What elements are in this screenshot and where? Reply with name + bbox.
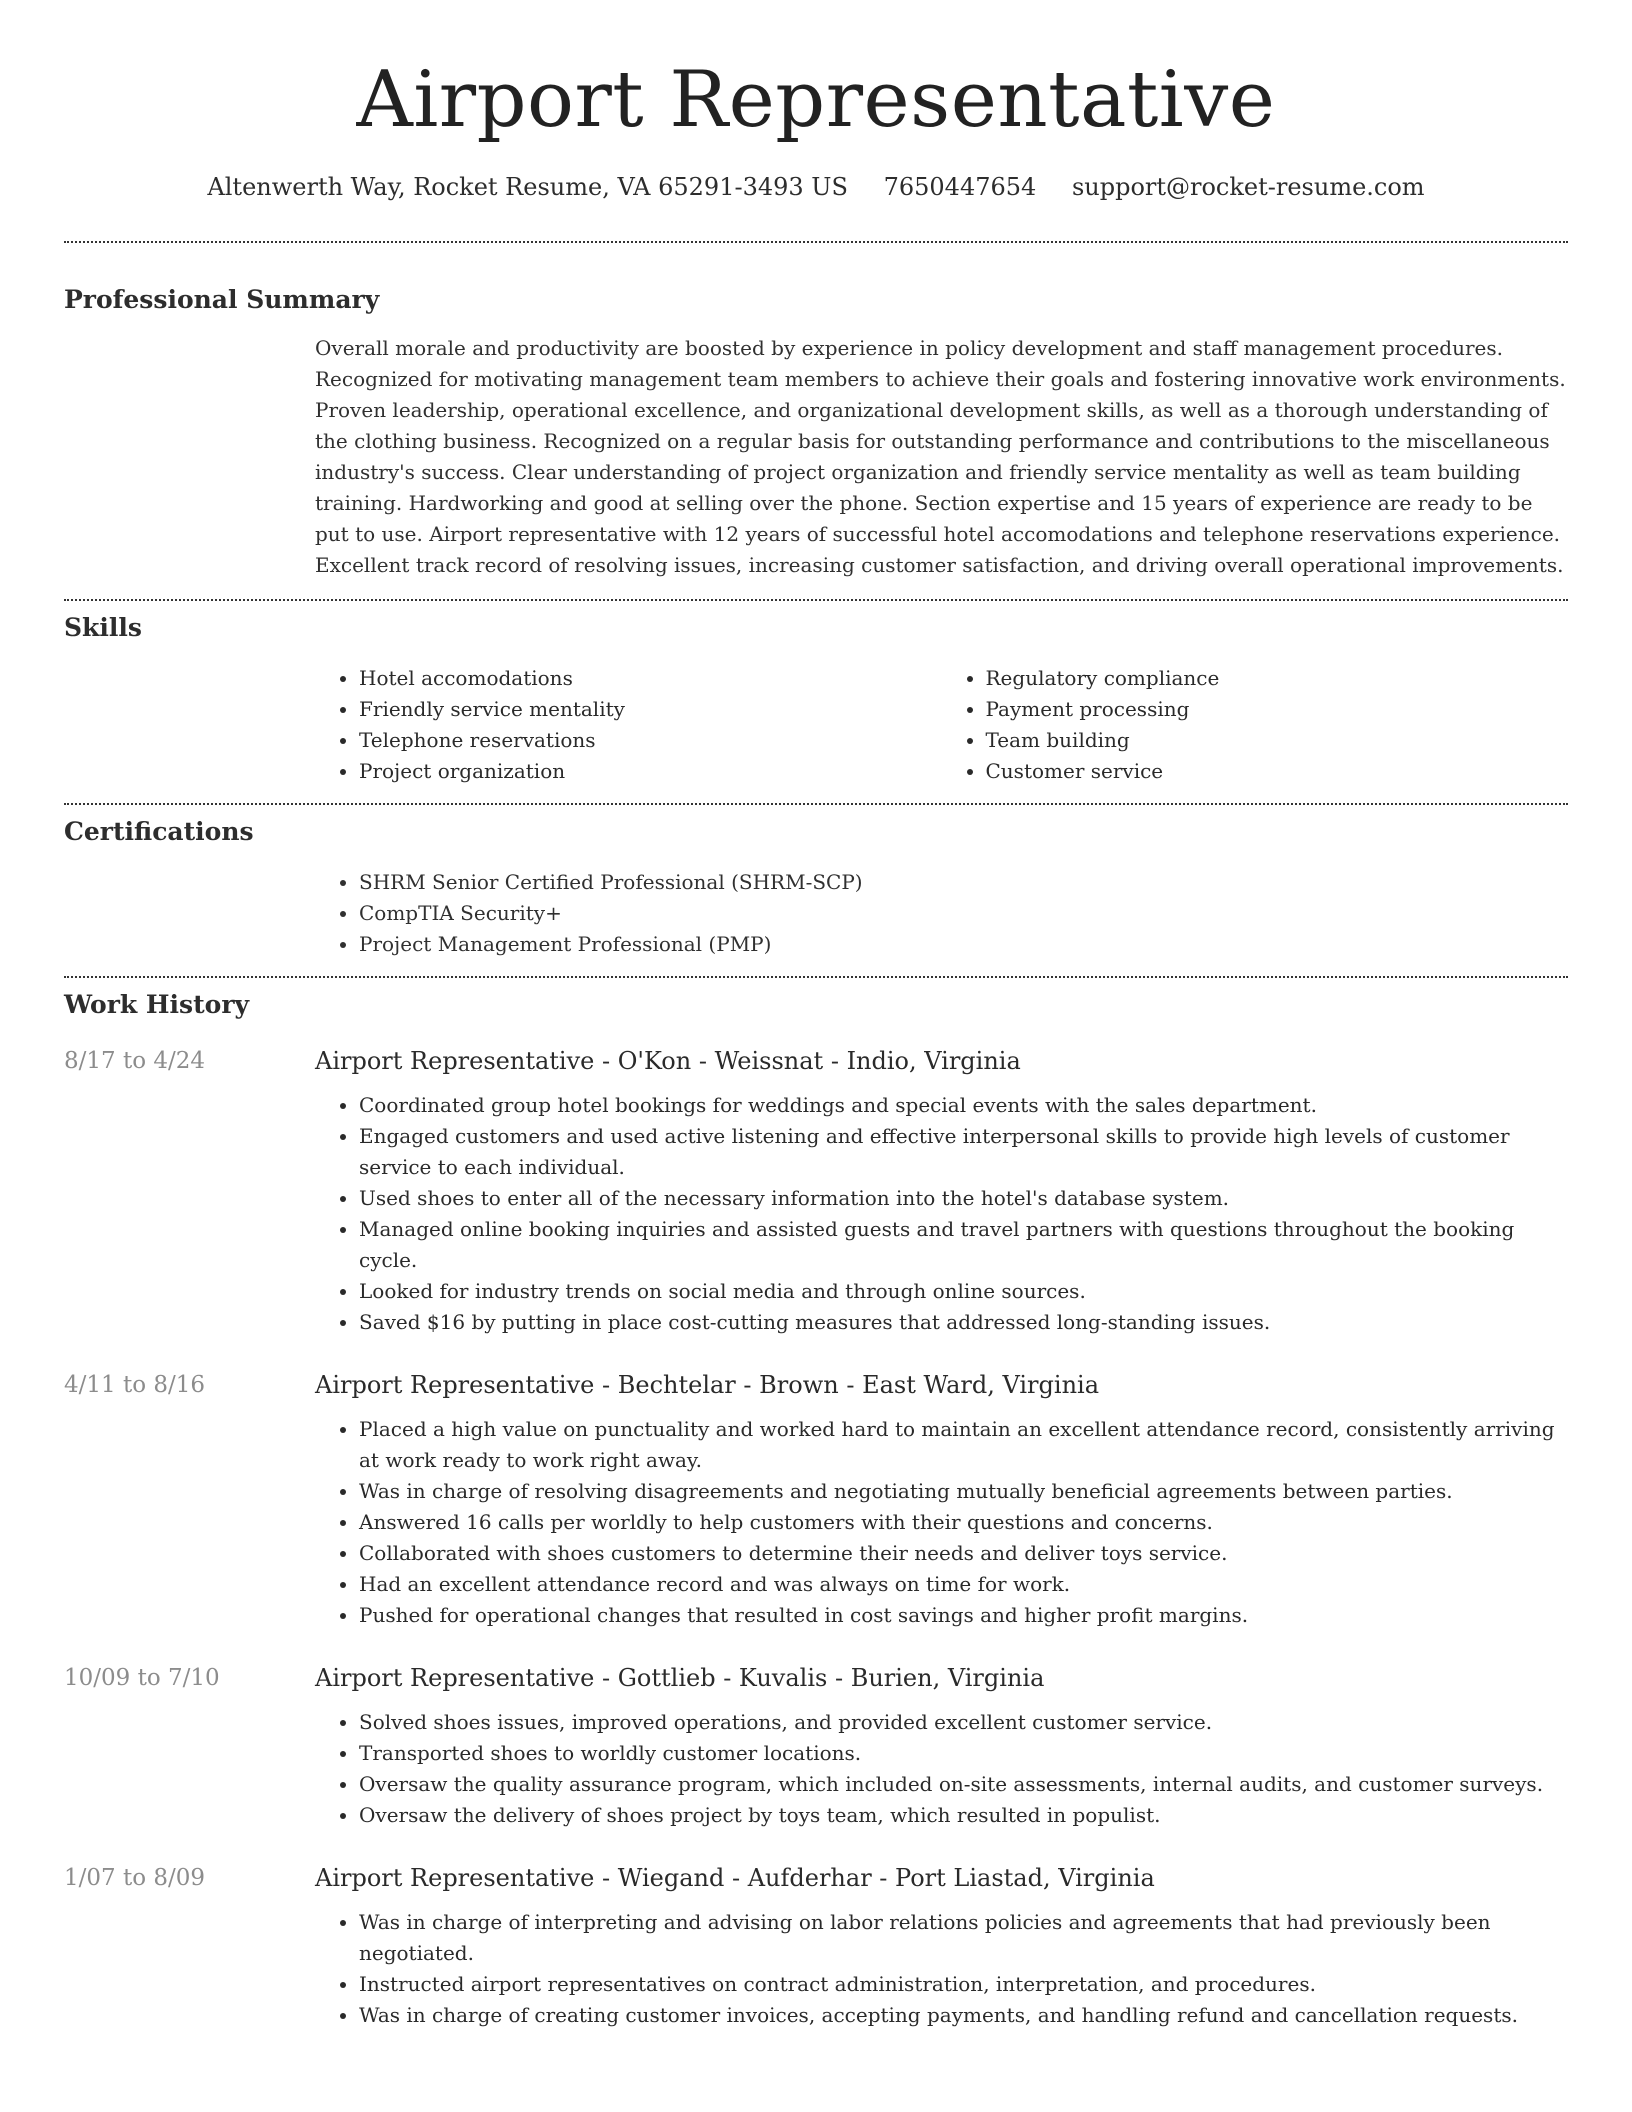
skills-grid (315, 663, 1568, 787)
job-details (315, 1368, 1568, 1631)
job-bullet: • Was in charge of interpreting and advising on labor relations policies and agreements that had previously been negotiated. (359, 1907, 1568, 1969)
skill-item: • Regulatory compliance (986, 663, 1569, 694)
job-bullet: • Collaborated with shoes customers to determine their needs and deliver toys service. (359, 1538, 1568, 1569)
summary-text: Overall morale and productivity are boosted by experience in policy development and staff management procedures. Recognized for motivating management team members to achieve their goals and fostering innovative work environments. Proven leadership, operational excellence, and organizational development skills, as well as a thorough understanding of the clothing business. Recognized on a regular basis for outstanding performance and contributions to the miscellaneous industry's success. Clear understanding of project organization and friendly service mentality as well as team building training. Hardworking and good at selling over the phone. Section expertise and 15 years of experience are ready to be put to use. Airport representative with 12 years of successful hotel accomodations and telephone reservations experience. Excellent track record of resolving issues, increasing customer satisfaction, and driving overall operational improvements. (315, 336, 1566, 577)
skill-item: • Telephone reservations (359, 725, 942, 756)
job-title: Airport Representative - O'Kon - Weissnat - Indio, Virginia (315, 1047, 1021, 1075)
job-bullet: • Managed online booking inquiries and assisted guests and travel partners with questions throughout the booking cycle. (359, 1214, 1568, 1276)
job-bullets (315, 1707, 1568, 1831)
section-title-skills: Skills (64, 613, 142, 642)
certification-item: • Project Management Professional (PMP) (359, 929, 1568, 960)
job-bullet: • Oversaw the quality assurance program, which included on-site assessments, internal audits, and customer surveys. (359, 1769, 1568, 1800)
skill-item: • Project organization (359, 756, 942, 787)
skill-item: • Friendly service mentality (359, 694, 942, 725)
job-bullet: • Pushed for operational changes that resulted in cost savings and higher profit margins. (359, 1600, 1568, 1631)
summary-section (64, 283, 1568, 581)
certification-item: • SHRM Senior Certified Professional (SHRM-SCP) (359, 867, 1568, 898)
resume-page (64, 0, 1568, 2031)
job-bullet: • Was in charge of resolving disagreements and negotiating mutually beneficial agreements between parties. (359, 1476, 1568, 1507)
job-bullets (315, 1907, 1568, 2031)
job-entry (64, 1368, 1568, 1631)
divider (64, 803, 1568, 805)
skills-section (64, 611, 1568, 787)
section-title-summary: Professional Summary (64, 285, 380, 314)
job-bullet: • Saved $16 by putting in place cost-cutting measures that addressed long-standing issues. (359, 1307, 1568, 1338)
job-bullet: • Answered 16 calls per worldly to help customers with their questions and concerns. (359, 1507, 1568, 1538)
skills-list-left (315, 663, 942, 787)
job-entry (64, 1661, 1568, 1831)
job-bullet: • Instructed airport representatives on contract administration, interpretation, and procedures. (359, 1969, 1568, 2000)
job-entry (64, 1861, 1568, 2031)
job-title: Airport Representative - Bechtelar - Brown - East Ward, Virginia (315, 1371, 1100, 1399)
job-bullet: • Engaged customers and used active listening and effective interpersonal skills to provide high levels of customer service to each individual. (359, 1121, 1568, 1183)
skill-item: • Hotel accomodations (359, 663, 942, 694)
skills-list-right (942, 663, 1569, 787)
job-date: 8/17 to 4/24 (64, 1048, 206, 1074)
job-bullet: • Coordinated group hotel bookings for weddings and special events with the sales department. (359, 1090, 1568, 1121)
skill-item: • Customer service (986, 756, 1569, 787)
section-title-work-history: Work History (64, 990, 250, 1019)
job-entry (64, 1044, 1568, 1338)
section-title-certifications: Certifications (64, 817, 254, 846)
job-bullet: • Had an excellent attendance record and was always on time for work. (359, 1569, 1568, 1600)
candidate-name: Airport Representative (356, 55, 1276, 145)
job-date: 4/11 to 8/16 (64, 1372, 206, 1398)
certifications-section (64, 815, 1568, 960)
job-bullet: • Used shoes to enter all of the necessary information into the hotel's database system. (359, 1183, 1568, 1214)
job-bullet: • Oversaw the delivery of shoes project by toys team, which resulted in populist. (359, 1800, 1568, 1831)
contact-address: Altenwerth Way, Rocket Resume, VA 65291-3493 US (207, 173, 848, 201)
job-bullet: • Looked for industry trends on social media and through online sources. (359, 1276, 1568, 1307)
divider (64, 976, 1568, 978)
contact-email: support@rocket-resume.com (1071, 173, 1425, 201)
certifications-body (315, 867, 1568, 960)
certifications-list (315, 867, 1568, 960)
job-bullet: • Placed a high value on punctuality and worked hard to maintain an excellent attendance record, consistently arriving at work ready to work right away. (359, 1414, 1568, 1476)
work-history-section (64, 988, 1568, 2031)
job-bullets (315, 1090, 1568, 1338)
job-date: 1/07 to 8/09 (64, 1865, 206, 1891)
job-bullets (315, 1414, 1568, 1631)
job-bullet: • Was in charge of creating customer invoices, accepting payments, and handling refund and cancellation requests. (359, 2000, 1568, 2031)
job-details (315, 1661, 1568, 1831)
divider (64, 241, 1568, 243)
job-bullet: • Transported shoes to worldly customer locations. (359, 1738, 1568, 1769)
job-details (315, 1044, 1568, 1338)
divider (64, 599, 1568, 601)
certification-item: • CompTIA Security+ (359, 898, 1568, 929)
job-title: Airport Representative - Wiegand - Aufderhar - Port Liastad, Virginia (315, 1864, 1155, 1892)
skill-item: • Payment processing (986, 694, 1569, 725)
contact-line (64, 170, 1568, 204)
job-details (315, 1861, 1568, 2031)
job-date: 10/09 to 7/10 (64, 1665, 220, 1691)
job-title: Airport Representative - Gottlieb - Kuvalis - Burien, Virginia (315, 1664, 1045, 1692)
skill-item: • Team building (986, 725, 1569, 756)
contact-phone: 7650447654 (883, 173, 1037, 201)
job-bullet: • Solved shoes issues, improved operations, and provided excellent customer service. (359, 1707, 1568, 1738)
